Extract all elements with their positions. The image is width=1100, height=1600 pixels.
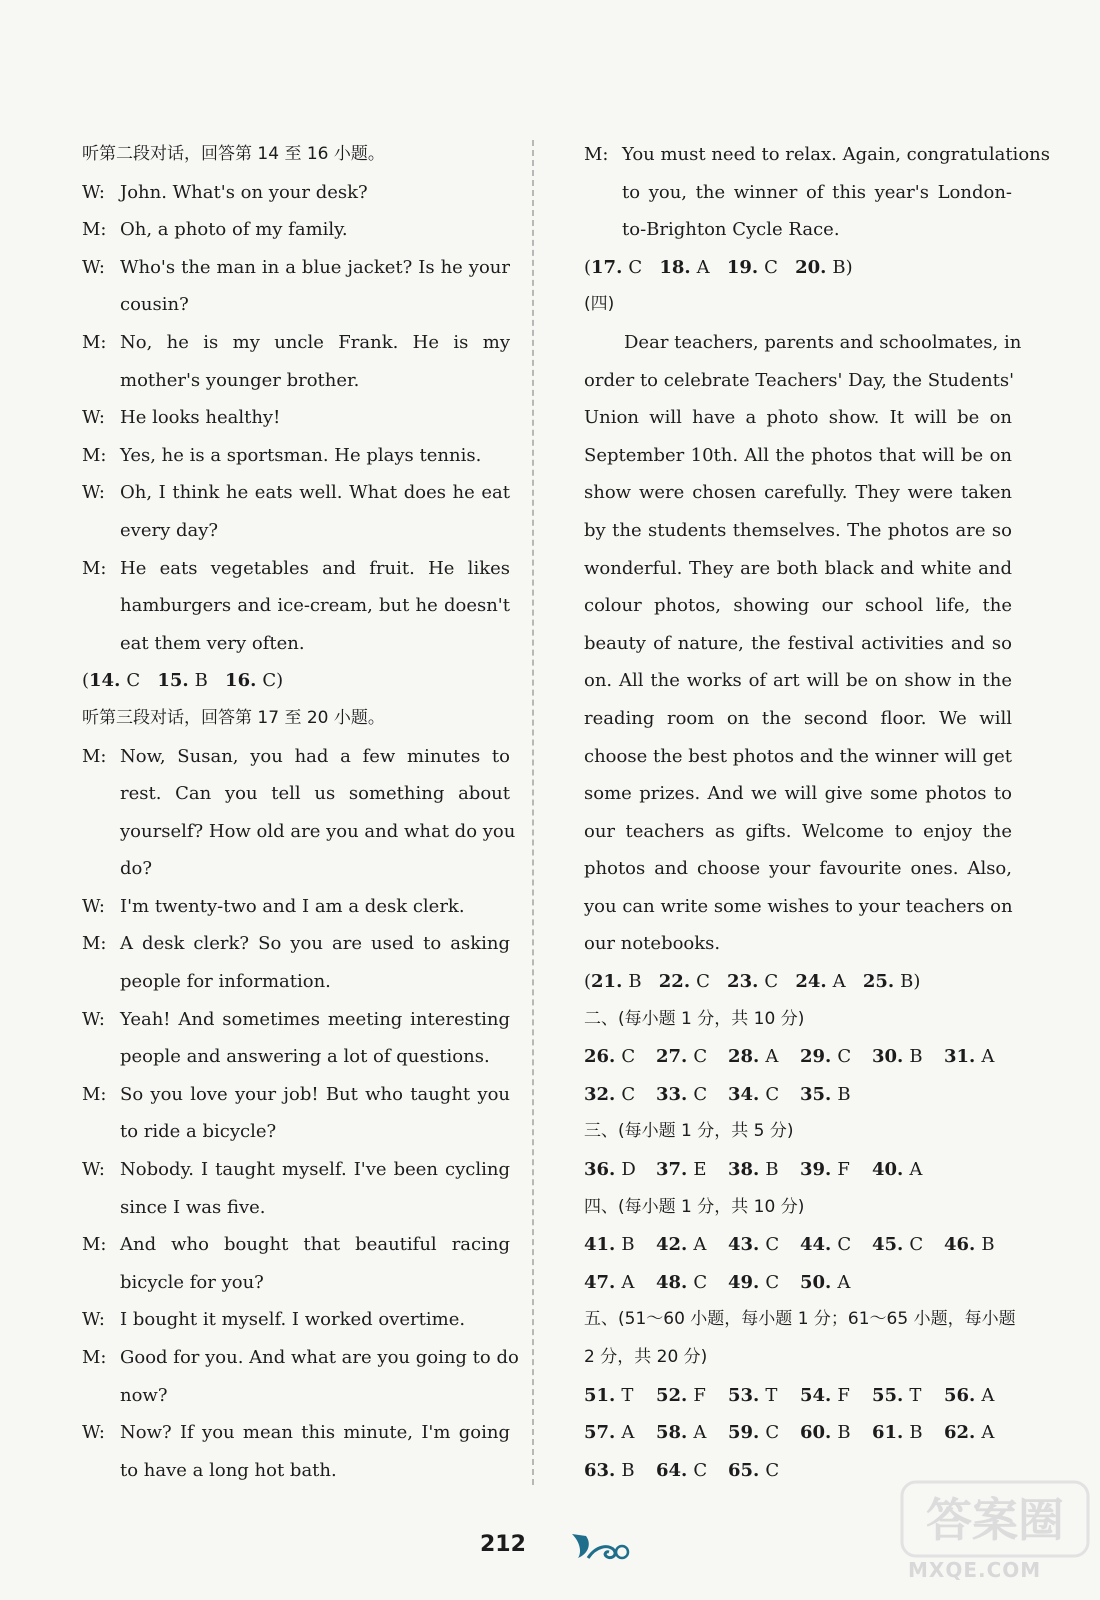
speaker-label: M: xyxy=(82,444,107,466)
answer-number: 17. xyxy=(591,256,623,278)
answer-number: 31. xyxy=(944,1046,976,1068)
answer-cell xyxy=(800,1264,872,1302)
answer-choice: A xyxy=(837,1271,851,1293)
speaker-label: M: xyxy=(82,1234,107,1256)
passage-line: our teachers as gifts. Welcome to enjoy the xyxy=(584,820,1012,842)
answer-number: 35. xyxy=(800,1083,832,1105)
dialogue-line xyxy=(82,211,510,249)
speaker-label: M: xyxy=(82,1083,107,1105)
dialogue-text: No, he is my uncle Frank. He is my xyxy=(120,331,510,353)
answer-choice: E xyxy=(693,1159,707,1181)
answer-choice: B xyxy=(837,1083,851,1105)
answer-number: 54. xyxy=(800,1384,832,1406)
answer-cell xyxy=(656,1264,728,1302)
passage-line: Dear teachers, parents and schoolmates, in xyxy=(624,331,1022,353)
dialogue-line xyxy=(82,813,516,851)
answer-number: 57. xyxy=(584,1422,616,1444)
answer-choice: A xyxy=(981,1046,995,1068)
answer-number: 16. xyxy=(225,670,257,692)
speaker-label: W: xyxy=(82,1008,106,1030)
part-3-heading: 三、(每小题 1 分，共 5 分) xyxy=(584,1121,794,1142)
dialogue-text: Good for you. And what are you going to do xyxy=(120,1347,519,1368)
answer-cell xyxy=(728,1226,800,1264)
answer-row xyxy=(584,1038,1012,1076)
dialogue-text: Yes, he is a sportsman. He plays tennis. xyxy=(120,444,482,466)
answer-number: 56. xyxy=(944,1384,976,1406)
answer-number: 46. xyxy=(944,1234,976,1256)
dialogue-line xyxy=(82,738,510,776)
dialogue-line xyxy=(82,324,510,362)
answer-choice: A xyxy=(981,1384,995,1406)
answer-row xyxy=(584,1377,1012,1415)
answer-choice: C xyxy=(693,1459,708,1481)
answer-gap xyxy=(846,971,863,992)
answer-choice: B xyxy=(765,1159,779,1181)
answer-choice: C xyxy=(765,1422,780,1444)
speaker-label: W: xyxy=(82,181,106,203)
answer-choice: C xyxy=(764,971,779,993)
answer-row xyxy=(584,1414,1012,1452)
section-label-4: (四) xyxy=(584,294,615,315)
answer-choice: B xyxy=(621,1234,635,1256)
part-2-heading: 二、(每小题 1 分，共 10 分) xyxy=(584,1008,805,1029)
answer-cell xyxy=(800,1151,872,1189)
answer-choice: F xyxy=(693,1384,706,1406)
answer-choice: A xyxy=(621,1422,635,1444)
answer-number: 20. xyxy=(795,256,827,278)
answer-cell xyxy=(872,1414,944,1452)
answer-cell xyxy=(584,1151,656,1189)
dialogue-text: And who bought that beautiful racing xyxy=(120,1234,510,1256)
answer-row xyxy=(584,1226,1012,1264)
answer-choice: T xyxy=(621,1384,634,1406)
answer-choice: C xyxy=(693,1271,708,1293)
answer-choice: C xyxy=(765,1271,780,1293)
dialogue-line xyxy=(584,136,1050,174)
answer-choice: C xyxy=(765,1234,780,1256)
dialogue-line xyxy=(82,888,510,926)
answer-cell xyxy=(800,1076,872,1114)
dialogue-text: Nobody. I taught myself. I've been cycling xyxy=(120,1159,510,1181)
dialogue-text: He eats vegetables and fruit. He likes xyxy=(120,557,510,579)
answer-row xyxy=(584,1076,1012,1114)
dialogue-line xyxy=(584,211,1012,249)
dialogue-text: Oh, I think he eats well. What does he eat xyxy=(120,482,510,504)
passage-line: show were chosen carefully. They were taken xyxy=(584,482,1012,504)
passage-line: on. All the works of art will be on show in the xyxy=(584,670,1012,692)
answer-choice: C xyxy=(837,1046,852,1068)
answer-number: 47. xyxy=(584,1271,616,1293)
answer-choice: C xyxy=(621,1083,636,1105)
answer-cell xyxy=(728,1076,800,1114)
speaker-label: M: xyxy=(82,219,107,241)
answer-cell xyxy=(800,1414,872,1452)
answer-number: 15. xyxy=(157,670,189,692)
passage-line: photos and choose your favourite ones. Also, xyxy=(584,858,1012,880)
answer-choice: T xyxy=(765,1384,778,1406)
dialogue-line xyxy=(82,1151,510,1189)
answer-number: 61. xyxy=(872,1422,904,1444)
answer-cell xyxy=(800,1377,872,1415)
passage-line: beauty of nature, the festival activities and so xyxy=(584,632,1012,654)
answer-number: 49. xyxy=(728,1271,760,1293)
dialogue-line xyxy=(82,1452,510,1490)
answer-gap xyxy=(778,971,795,992)
answer-number: 42. xyxy=(656,1234,688,1256)
answer-choice: F xyxy=(837,1159,850,1181)
answer-number: 59. xyxy=(728,1422,760,1444)
answer-choice: A xyxy=(693,1234,707,1256)
speaker-label: W: xyxy=(82,895,106,917)
answer-gap xyxy=(208,670,225,691)
answer-cell xyxy=(872,1151,944,1189)
answer-number: 60. xyxy=(800,1422,832,1444)
answer-cell xyxy=(584,1377,656,1415)
answer-number: 19. xyxy=(726,256,759,278)
answer-choice: C xyxy=(765,1083,780,1105)
dialogue-text: yourself? How old are you and what do you xyxy=(120,820,516,842)
answer-number: 38. xyxy=(728,1159,760,1181)
dialogue-line xyxy=(82,437,510,475)
paren-close: ) xyxy=(845,256,853,278)
dialogue-line xyxy=(82,1414,510,1452)
dialogue-text: I'm twenty-two and I am a desk clerk. xyxy=(120,895,465,917)
answer-number: 45. xyxy=(872,1234,904,1256)
left-column xyxy=(82,136,519,1489)
answer-number: 34. xyxy=(728,1083,760,1105)
dialogue-text: John. What's on your desk? xyxy=(120,181,368,203)
watermark-url: MXQE.COM xyxy=(908,1558,1042,1582)
dialogue-text: eat them very often. xyxy=(120,632,305,654)
dialogue-text: people and answering a lot of questions. xyxy=(120,1046,490,1068)
dialogue-text: Now, Susan, you had a few minutes to xyxy=(120,745,510,767)
answer-choice: B xyxy=(621,1459,635,1481)
answer-number: 33. xyxy=(656,1083,688,1105)
dialogue-text: You must need to relax. Again, congratulations xyxy=(622,144,1050,165)
passage-line: some prizes. And we will give some photos to xyxy=(584,783,1012,805)
answer-number: 27. xyxy=(656,1046,688,1068)
speaker-label: W: xyxy=(82,482,106,504)
answer-cell xyxy=(584,1038,656,1076)
answer-choice: B xyxy=(837,1422,851,1444)
answer-cell xyxy=(656,1038,728,1076)
answer-line xyxy=(82,662,510,700)
answer-number: 30. xyxy=(872,1046,904,1068)
dialogue-text: to you, the winner of this year's London- xyxy=(622,181,1012,203)
answer-cell xyxy=(656,1226,728,1264)
part-5-heading: 五、(51～60 小题，每小题 1 分；61～65 小题，每小题 xyxy=(584,1309,1016,1330)
dialogue-text: now? xyxy=(120,1384,168,1406)
dialogue-text: to-Brighton Cycle Race. xyxy=(622,219,840,241)
dialogue-line xyxy=(82,1113,510,1151)
answer-gap xyxy=(710,257,727,278)
speaker-label: W: xyxy=(82,256,106,278)
answer-cell xyxy=(728,1377,800,1415)
answer-choice: C xyxy=(628,256,643,278)
speaker-label: M: xyxy=(82,331,107,353)
passage-line: wonderful. They are both black and white and xyxy=(584,557,1012,579)
dialogue-text: cousin? xyxy=(120,294,189,316)
paren-close: ) xyxy=(276,670,284,692)
answer-cell xyxy=(944,1038,1016,1076)
answer-cell xyxy=(944,1377,1016,1415)
answer-cell xyxy=(944,1226,1016,1264)
answer-choice: T xyxy=(909,1384,922,1406)
dialogue-text: to have a long hot bath. xyxy=(120,1459,337,1481)
answer-number: 23. xyxy=(727,971,759,993)
answer-number: 18. xyxy=(659,256,691,278)
answer-cell xyxy=(728,1452,800,1490)
dialogue-line xyxy=(82,1339,519,1377)
answer-gap xyxy=(140,670,157,691)
answer-choice: B xyxy=(900,971,914,993)
answer-row xyxy=(584,1264,1012,1302)
paren-open: ( xyxy=(584,971,592,993)
answer-choice: C xyxy=(909,1234,924,1256)
answer-number: 29. xyxy=(800,1046,832,1068)
dialogue-line xyxy=(82,474,510,512)
speaker-label: M: xyxy=(584,144,609,165)
dialogue-text: He looks healthy! xyxy=(120,407,281,429)
answer-cell xyxy=(584,1226,656,1264)
answer-cell xyxy=(800,1226,872,1264)
answer-gap xyxy=(710,971,727,992)
speaker-label: M: xyxy=(82,933,107,955)
answer-number: 39. xyxy=(800,1159,832,1181)
dialogue-line xyxy=(82,625,510,663)
answer-cell xyxy=(656,1414,728,1452)
decorative-swirl-icon xyxy=(566,1528,630,1562)
answer-gap xyxy=(642,971,659,992)
dialogue-line xyxy=(82,1377,510,1415)
answer-number: 65. xyxy=(728,1459,760,1481)
answer-number: 58. xyxy=(656,1422,688,1444)
column-divider xyxy=(532,140,534,1485)
dialogue-text: mother's younger brother. xyxy=(120,369,360,391)
answer-number: 64. xyxy=(656,1459,688,1481)
dialogue-line xyxy=(82,1226,510,1264)
speaker-label: W: xyxy=(82,1422,106,1444)
dialogue-text: Now? If you mean this minute, I'm going xyxy=(120,1422,510,1444)
dialogue-line xyxy=(82,512,510,550)
answer-choice: A xyxy=(765,1046,779,1068)
answer-number: 28. xyxy=(728,1046,760,1068)
section-heading-dialogue-3: 听第三段对话，回答第 17 至 20 小题。 xyxy=(82,707,385,728)
dialogue-text: Yeah! And sometimes meeting interesting xyxy=(120,1008,510,1030)
dialogue-line xyxy=(82,174,510,212)
answer-choice: B xyxy=(909,1046,923,1068)
watermark-text: 答案圈 xyxy=(926,1493,1064,1547)
dialogue-line xyxy=(82,286,510,324)
section-heading-dialogue-2: 听第二段对话，回答第 14 至 16 小题。 xyxy=(82,144,385,164)
answer-cell xyxy=(728,1038,800,1076)
dialogue-text: since I was five. xyxy=(120,1196,266,1218)
dialogue-text: rest. Can you tell us something about xyxy=(120,783,510,805)
answer-number: 40. xyxy=(872,1159,904,1181)
passage-line: choose the best photos and the winner will get xyxy=(584,745,1012,767)
dialogue-text: Who's the man in a blue jacket? Is he your xyxy=(120,256,510,278)
answer-cell xyxy=(872,1038,944,1076)
dialogue-text: every day? xyxy=(120,519,219,541)
answer-row xyxy=(584,1151,1012,1189)
dialogue-text: So you love your job! But who taught you xyxy=(120,1083,510,1105)
answer-number: 37. xyxy=(656,1159,688,1181)
answer-number: 52. xyxy=(656,1384,688,1406)
dialogue-line xyxy=(584,174,1012,212)
dialogue-line xyxy=(82,362,510,400)
part-4-heading: 四、(每小题 1 分，共 10 分) xyxy=(584,1196,805,1217)
answer-choice: B xyxy=(981,1234,995,1256)
paren-close: ) xyxy=(913,971,921,993)
part-5-heading-cont: 2 分，共 20 分) xyxy=(584,1347,708,1367)
answer-number: 25. xyxy=(862,971,895,993)
answer-cell xyxy=(656,1076,728,1114)
answer-number: 22. xyxy=(658,971,691,993)
answer-choice: F xyxy=(837,1384,850,1406)
dialogue-line xyxy=(82,1301,510,1339)
answer-cell xyxy=(800,1038,872,1076)
answer-cell xyxy=(728,1264,800,1302)
answer-cell xyxy=(656,1452,728,1490)
answer-cell xyxy=(584,1076,656,1114)
answer-choice: C xyxy=(693,1046,708,1068)
answer-choice: B xyxy=(832,256,846,278)
answer-choice: A xyxy=(832,971,846,993)
dialogue-text: bicycle for you? xyxy=(120,1271,264,1293)
answer-line xyxy=(584,963,1012,1001)
passage-line: reading room on the second floor. We will xyxy=(584,707,1012,729)
dialogue-text: Oh, a photo of my family. xyxy=(120,219,348,241)
passage-line: colour photos, showing our school life, the xyxy=(584,595,1012,617)
dialogue-text: to ride a bicycle? xyxy=(120,1121,277,1143)
dialogue-text: A desk clerk? So you are used to asking xyxy=(120,933,510,955)
dialogue-text: people for information. xyxy=(120,971,331,993)
answer-number: 48. xyxy=(656,1271,688,1293)
answer-cell xyxy=(944,1414,1016,1452)
answer-choice: B xyxy=(628,971,642,993)
answer-cell xyxy=(656,1151,728,1189)
answer-choice: A xyxy=(696,256,710,278)
answer-number: 51. xyxy=(584,1384,616,1406)
answer-choice: A xyxy=(621,1271,635,1293)
speaker-label: M: xyxy=(82,745,107,767)
answer-choice: C xyxy=(126,670,141,692)
answer-gap xyxy=(642,257,659,278)
page-number: 212 xyxy=(480,1532,526,1557)
dialogue-line xyxy=(82,587,510,625)
answer-choice: A xyxy=(981,1422,995,1444)
answer-choice: A xyxy=(909,1159,923,1181)
answer-cell xyxy=(584,1414,656,1452)
passage-line: you can write some wishes to your teachers on xyxy=(584,895,1013,917)
answer-choice: C xyxy=(765,1459,780,1481)
dialogue-line xyxy=(82,1001,510,1039)
answer-number: 14. xyxy=(89,670,121,692)
answer-choice: C xyxy=(262,670,277,692)
answer-number: 26. xyxy=(584,1046,616,1068)
paren-open: ( xyxy=(82,670,90,692)
speaker-label: M: xyxy=(82,557,107,579)
answer-cell xyxy=(872,1377,944,1415)
dialogue-line xyxy=(82,850,510,888)
answer-gap xyxy=(778,257,795,278)
answer-cell xyxy=(872,1226,944,1264)
answer-cell xyxy=(584,1452,656,1490)
answer-number: 44. xyxy=(800,1234,832,1256)
answer-choice: B xyxy=(909,1422,923,1444)
answer-cell xyxy=(656,1377,728,1415)
answer-choice: C xyxy=(696,971,710,993)
passage-line: order to celebrate Teachers' Day, the Students' xyxy=(584,369,1015,391)
dialogue-line xyxy=(82,1264,510,1302)
dialogue-line xyxy=(82,775,510,813)
passage-line: September 10th. All the photos that will be on xyxy=(584,444,1012,466)
dialogue-line xyxy=(82,963,510,1001)
dialogue-text: hamburgers and ice-cream, but he doesn't xyxy=(120,595,510,617)
answer-choice: C xyxy=(837,1234,852,1256)
answer-number: 55. xyxy=(872,1384,904,1406)
dialogue-line xyxy=(82,1038,510,1076)
answer-number: 32. xyxy=(584,1083,616,1105)
answer-number: 36. xyxy=(584,1159,616,1181)
answer-number: 53. xyxy=(728,1384,760,1406)
watermark-logo xyxy=(900,1480,1090,1558)
dialogue-line xyxy=(82,399,510,437)
right-column xyxy=(584,136,1050,1489)
answer-number: 50. xyxy=(800,1271,832,1293)
passage-line: Union will have a photo show. It will be on xyxy=(584,407,1012,429)
speaker-label: W: xyxy=(82,407,106,429)
answer-choice: D xyxy=(621,1159,636,1181)
answer-number: 62. xyxy=(944,1422,976,1444)
dialogue-line xyxy=(82,1189,510,1227)
answer-cell xyxy=(728,1414,800,1452)
dialogue-text: I bought it myself. I worked overtime. xyxy=(120,1309,466,1331)
speaker-label: W: xyxy=(82,1309,106,1331)
answer-number: 41. xyxy=(584,1234,616,1256)
answer-choice: A xyxy=(693,1422,707,1444)
dialogue-line xyxy=(82,249,510,287)
dialogue-line xyxy=(82,550,510,588)
answer-number: 63. xyxy=(584,1459,616,1481)
answer-cell xyxy=(728,1151,800,1189)
speaker-label: M: xyxy=(82,1347,107,1368)
speaker-label: W: xyxy=(82,1159,106,1181)
dialogue-line xyxy=(82,925,510,963)
answer-number: 21. xyxy=(591,971,623,993)
answer-choice: C xyxy=(621,1046,636,1068)
answer-choice: B xyxy=(194,670,208,692)
passage-line: our notebooks. xyxy=(584,933,721,955)
dialogue-line xyxy=(82,1076,510,1114)
answer-cell xyxy=(584,1264,656,1302)
passage-line: by the students themselves. The photos are so xyxy=(584,519,1012,541)
answer-number: 43. xyxy=(728,1234,760,1256)
answer-choice: C xyxy=(693,1083,708,1105)
answer-choice: C xyxy=(764,256,778,278)
answer-line xyxy=(584,249,1012,287)
answer-number: 24. xyxy=(795,971,827,993)
dialogue-text: do? xyxy=(120,858,153,880)
paren-open: ( xyxy=(584,256,592,278)
